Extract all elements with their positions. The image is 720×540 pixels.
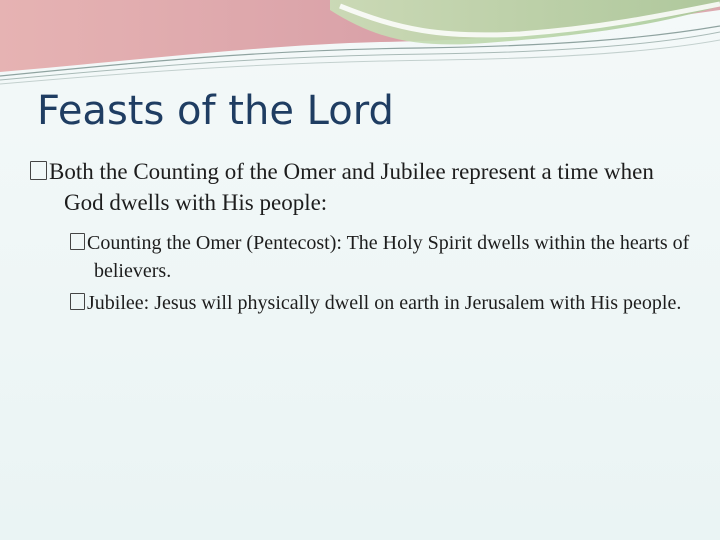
box-glyph-icon [30, 161, 47, 180]
sub-bullet-item [70, 289, 700, 317]
slide-title: Feasts of the Lord [37, 88, 394, 134]
box-glyph-icon [70, 293, 85, 310]
sub-bullet-item [70, 229, 700, 285]
sub-bullet-text: Jubilee: Jesus will physically dwell on earth in Jerusalem with His people. [87, 292, 682, 314]
box-glyph-icon [70, 233, 85, 250]
header-wave-decoration [0, 0, 720, 90]
bullet-text: Both the Counting of the Omer and Jubilee represent a time when God dwells with His people: [49, 159, 654, 215]
bullet-item [30, 156, 690, 218]
sub-bullet-text: Counting the Omer (Pentecost): The Holy Spirit dwells within the hearts of believers. [87, 232, 690, 282]
